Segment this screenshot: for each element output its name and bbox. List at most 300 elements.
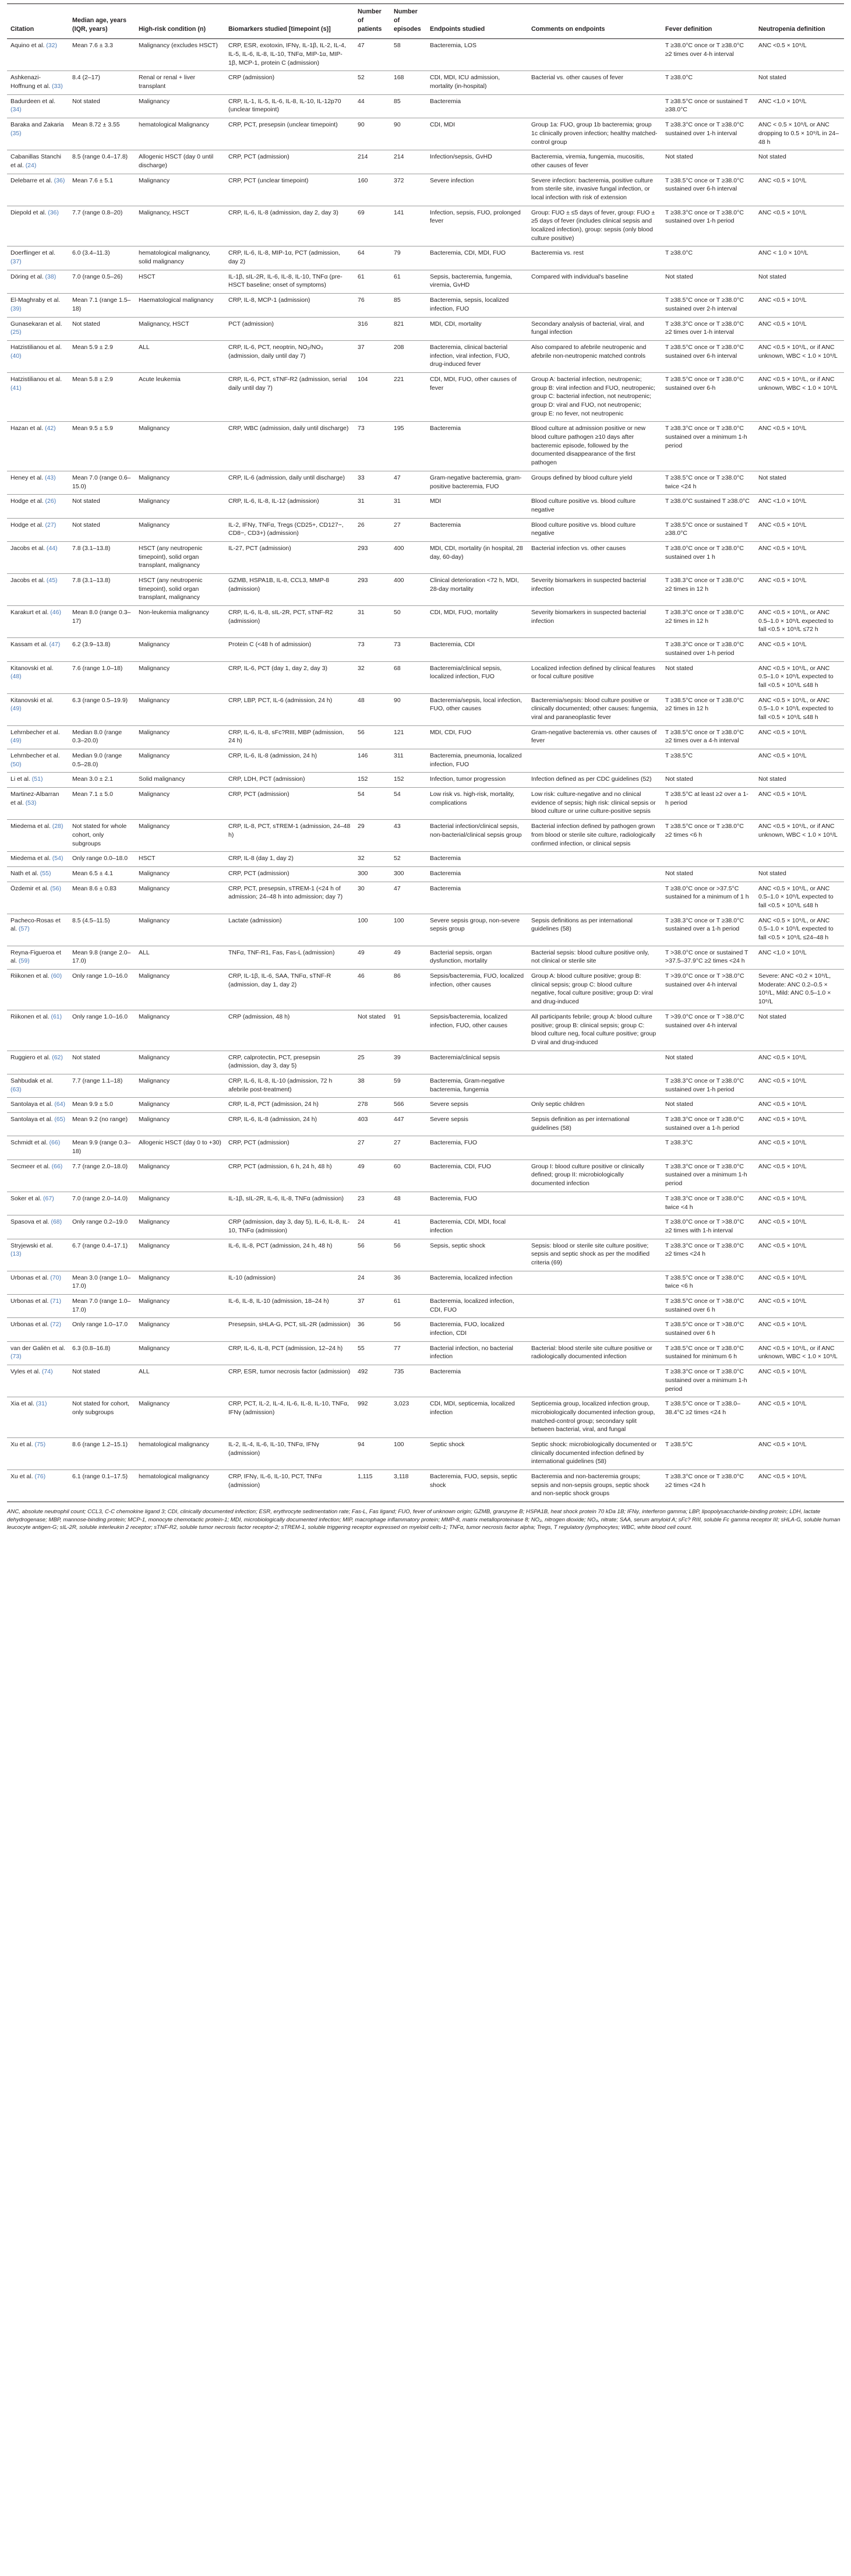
citation-cell: Kassam et al. (47): [7, 638, 69, 661]
condition-cell: Acute leukemia: [135, 372, 225, 421]
neutropenia-definition-cell: ANC <0.5 × 10⁹/L: [755, 574, 844, 606]
biomarkers-cell: IL-27, PCT (admission): [225, 541, 354, 573]
citation-cell: Diepold et al. (36): [7, 206, 69, 246]
citation-cell: Martinez-Albarran et al. (53): [7, 788, 69, 820]
citation-cell: Cabanillas Stanchi et al. (24): [7, 150, 69, 174]
episodes-cell: 400: [390, 574, 426, 606]
patients-cell: 52: [354, 71, 390, 94]
patients-cell: 47: [354, 39, 390, 71]
episodes-cell: 3,023: [390, 1397, 426, 1438]
patients-cell: 152: [354, 773, 390, 788]
citation-cell: Miedema et al. (28): [7, 820, 69, 852]
citation-reference: (24): [25, 161, 37, 169]
condition-cell: Malignancy: [135, 174, 225, 206]
comments-cell: Sepsis definition as per international guidelines (58): [528, 1113, 662, 1136]
comments-cell: Bacterial infection vs. other causes: [528, 541, 662, 573]
biomarkers-cell: CRP, IFNγ, IL-6, IL-10, PCT, TNFα (admission): [225, 1470, 354, 1502]
citation-reference: (27): [45, 521, 57, 528]
age-cell: 6.7 (range 0.4–17.1): [69, 1239, 135, 1271]
patients-cell: 37: [354, 1295, 390, 1318]
biomarkers-cell: PCT (admission): [225, 317, 354, 340]
fever-definition-cell: Not stated: [662, 150, 755, 174]
column-header: Biomarkers studied [timepoint (s)]: [225, 4, 354, 39]
neutropenia-definition-cell: ANC <0.5 × 10⁹/L, or ANC 0.5–1.0 × 10⁹/L expected to fall <0.5 × 10⁹/L ≤24–48 h: [755, 914, 844, 946]
biomarkers-cell: CRP (admission): [225, 71, 354, 94]
fever-definition-cell: T ≥38.5°C once or sustained T ≥38.0°C: [662, 518, 755, 541]
table-row: [7, 206, 844, 246]
citation-reference: (56): [50, 884, 61, 892]
table-row: [7, 372, 844, 421]
episodes-cell: 221: [390, 372, 426, 421]
endpoints-cell: Sepsis/bacteremia, FUO, localized infection, other causes: [426, 970, 528, 1010]
fever-definition-cell: T ≥38.5°C once or T ≥38.0°C sustained for minimum 6 h: [662, 1341, 755, 1365]
fever-definition-cell: Not stated: [662, 661, 755, 693]
table-row: [7, 882, 844, 914]
age-cell: Only range 0.0–18.0: [69, 852, 135, 867]
column-header: Fever definition: [662, 4, 755, 39]
citation-reference: (55): [40, 869, 51, 877]
condition-cell: hematological malignancy, solid malignancy: [135, 246, 225, 270]
biomarkers-cell: CRP, IL-8 (day 1, day 2): [225, 852, 354, 867]
citation-cell: Xia et al. (31): [7, 1397, 69, 1438]
endpoints-cell: Bacterial sepsis, organ dysfunction, mortality: [426, 946, 528, 969]
citation-reference: (75): [34, 1440, 46, 1448]
comments-cell: Septic shock: microbiologically documented or clinically documented infection defined by international guidelines (58): [528, 1437, 662, 1470]
citation-cell: Riikonen et al. (60): [7, 970, 69, 1010]
age-cell: Mean 9.9 (range 0.3–18): [69, 1136, 135, 1160]
neutropenia-definition-cell: ANC <0.5 × 10⁹/L: [755, 749, 844, 773]
condition-cell: hematological Malignancy: [135, 118, 225, 150]
endpoints-cell: Infection, sepsis, FUO, prolonged fever: [426, 206, 528, 246]
neutropenia-definition-cell: ANC <0.5 × 10⁹/L: [755, 39, 844, 71]
citation-reference: (50): [10, 760, 22, 768]
episodes-cell: 73: [390, 638, 426, 661]
patients-cell: Not stated: [354, 1010, 390, 1051]
endpoints-cell: MDI, CDI, mortality (in hospital, 28 day, 60-day): [426, 541, 528, 573]
table-row: [7, 317, 844, 340]
column-header: Number of patients: [354, 4, 390, 39]
neutropenia-definition-cell: ANC <0.5 × 10⁹/L: [755, 1051, 844, 1074]
condition-cell: Malignancy: [135, 1295, 225, 1318]
endpoints-cell: CDI, MDI, septicemia, localized infection: [426, 1397, 528, 1438]
biomarkers-cell: Presepsin, sHLA-G, PCT, sIL-2R (admission): [225, 1318, 354, 1341]
citation-reference: (34): [10, 106, 22, 114]
comments-cell: [528, 1051, 662, 1074]
neutropenia-definition-cell: ANC <0.5 × 10⁹/L: [755, 174, 844, 206]
comments-cell: Group A: bacterial infection, neutropenic; group B: viral infection and FUO, neutropenic; group C: bacterial infection, not neutropenic; group D: viral and FUO, not neutropenic; group E: no fever, not neutropenic: [528, 372, 662, 421]
biomarkers-cell: CRP, PCT, IL-2, IL-4, IL-6, IL-8, IL-10, TNFα, IFNγ (admission): [225, 1397, 354, 1438]
citation-cell: Hazan et al. (42): [7, 422, 69, 471]
citation-cell: Xu et al. (75): [7, 1437, 69, 1470]
condition-cell: ALL: [135, 1365, 225, 1397]
endpoints-cell: Bacteremia, localized infection: [426, 1271, 528, 1294]
patients-cell: 25: [354, 1051, 390, 1074]
patients-cell: 27: [354, 1136, 390, 1160]
comments-cell: [528, 749, 662, 773]
patients-cell: 23: [354, 1192, 390, 1215]
age-cell: Mean 3.0 (range 1.0–17.0): [69, 1271, 135, 1294]
endpoints-cell: Bacteremia, Gram-negative bacteremia, fungemia: [426, 1074, 528, 1097]
fever-definition-cell: T ≥38.5°C once or T ≥38.0°C ≥2 times in 12 h: [662, 693, 755, 725]
neutropenia-definition-cell: ANC <0.5 × 10⁹/L: [755, 1239, 844, 1271]
episodes-cell: 43: [390, 820, 426, 852]
endpoints-cell: Bacteremia: [426, 852, 528, 867]
fever-definition-cell: T ≥38.0°C once or T ≥38.0°C ≥2 times over 4-h interval: [662, 39, 755, 71]
condition-cell: Malignancy, HSCT: [135, 317, 225, 340]
neutropenia-definition-cell: Not stated: [755, 471, 844, 494]
condition-cell: Malignancy: [135, 422, 225, 471]
age-cell: Mean 6.5 ± 4.1: [69, 866, 135, 882]
condition-cell: Malignancy: [135, 471, 225, 494]
fever-definition-cell: T ≥38.5°C once or T ≥38.0°C twice <24 h: [662, 471, 755, 494]
condition-cell: Malignancy: [135, 1318, 225, 1341]
biomarkers-cell: CRP, IL-6 (admission, daily until discharge): [225, 471, 354, 494]
citation-cell: Heney et al. (43): [7, 471, 69, 494]
neutropenia-definition-cell: Not stated: [755, 270, 844, 293]
comments-cell: [528, 1192, 662, 1215]
comments-cell: Blood culture at admission positive or new blood culture pathogen ≥10 days after bacteremic episode, followed by the documented disappearance of the first pathogen: [528, 422, 662, 471]
endpoints-cell: Bacteremia/sepsis, local infection, FUO, other causes: [426, 693, 528, 725]
biomarkers-cell: CRP, IL-6, IL-8 (admission, day 2, day 3): [225, 206, 354, 246]
condition-cell: Malignancy: [135, 820, 225, 852]
biomarkers-cell: CRP, IL-8, PCT (admission, 24 h): [225, 1098, 354, 1113]
citation-reference: (41): [10, 384, 22, 392]
citation-cell: Doerflinger et al. (37): [7, 246, 69, 270]
neutropenia-definition-cell: ANC <1.0 × 10⁹/L: [755, 94, 844, 118]
column-header: Citation: [7, 4, 69, 39]
table-row: [7, 788, 844, 820]
endpoints-cell: Low risk vs. high-risk, mortality, complications: [426, 788, 528, 820]
episodes-cell: 56: [390, 1239, 426, 1271]
biomarkers-cell: IL-2, IL-4, IL-6, IL-10, TNFα, IFNγ (admission): [225, 1437, 354, 1470]
patients-cell: 104: [354, 372, 390, 421]
citation-cell: Kitanovski et al. (48): [7, 661, 69, 693]
table-row: [7, 1437, 844, 1470]
endpoints-cell: Bacteremia/clinical sepsis, localized infection, FUO: [426, 661, 528, 693]
citation-reference: (26): [45, 498, 57, 505]
patients-cell: 64: [354, 246, 390, 270]
neutropenia-definition-cell: ANC <0.5 × 10⁹/L: [755, 788, 844, 820]
citation-cell: Nath et al. (55): [7, 866, 69, 882]
citation-reference: (36): [48, 209, 59, 216]
age-cell: 8.5 (range 0.4–17.8): [69, 150, 135, 174]
neutropenia-definition-cell: ANC <0.5 × 10⁹/L, or ANC 0.5–1.0 × 10⁹/L expected to fall <0.5 × 10⁹/L ≤48 h: [755, 882, 844, 914]
age-cell: Mean 7.6 ± 3.3: [69, 39, 135, 71]
biomarkers-cell: CRP, PCT (admission, 6 h, 24 h, 48 h): [225, 1160, 354, 1192]
condition-cell: Malignancy: [135, 518, 225, 541]
comments-cell: Localized infection defined by clinical features or focal culture positive: [528, 661, 662, 693]
citation-reference: (49): [10, 705, 22, 713]
episodes-cell: 54: [390, 788, 426, 820]
episodes-cell: 85: [390, 294, 426, 317]
episodes-cell: 48: [390, 1192, 426, 1215]
episodes-cell: 91: [390, 1010, 426, 1051]
table-row: [7, 471, 844, 494]
endpoints-cell: MDI, CDI, mortality: [426, 317, 528, 340]
age-cell: 6.2 (3.9–13.8): [69, 638, 135, 661]
episodes-cell: 214: [390, 150, 426, 174]
patients-cell: 49: [354, 946, 390, 969]
endpoints-cell: Sepsis, bacteremia, fungemia, viremia, GvHD: [426, 270, 528, 293]
biomarkers-cell: IL-2, IFNγ, TNFα, Tregs (CD25+, CD127−, CD8−, CD3+) (admission): [225, 518, 354, 541]
endpoints-cell: Bacteremia, LOS: [426, 39, 528, 71]
endpoints-cell: MDI: [426, 495, 528, 518]
endpoints-cell: Bacteremia, CDI, FUO: [426, 1160, 528, 1192]
biomarkers-cell: CRP, IL-6, IL-8, IL-12 (admission): [225, 495, 354, 518]
neutropenia-definition-cell: ANC <0.5 × 10⁹/L: [755, 1215, 844, 1239]
age-cell: Only range 1.0–17.0: [69, 1318, 135, 1341]
table-row: [7, 246, 844, 270]
table-row: [7, 1318, 844, 1341]
comments-cell: [528, 1365, 662, 1397]
endpoints-cell: Gram-negative bacteremia, gram-positive bacteremia, FUO: [426, 471, 528, 494]
citation-cell: Miedema et al. (54): [7, 852, 69, 867]
condition-cell: Malignancy: [135, 94, 225, 118]
citation-reference: (49): [10, 737, 22, 745]
fever-definition-cell: T ≥38.5°C once or T ≥38.0°C ≥2 times <6 h: [662, 820, 755, 852]
condition-cell: HSCT: [135, 270, 225, 293]
condition-cell: Allogenic HSCT (day 0 until discharge): [135, 150, 225, 174]
age-cell: Median 9.0 (range 0.5–28.0): [69, 749, 135, 773]
condition-cell: hematological malignancy: [135, 1470, 225, 1502]
citation-cell: Urbonas et al. (72): [7, 1318, 69, 1341]
fever-definition-cell: T ≥38.5°C once or T ≥38.0°C sustained over 6-h interval: [662, 174, 755, 206]
table-row: [7, 1098, 844, 1113]
biomarkers-cell: CRP, IL-6, IL-8, IL-10 (admission, 72 h afebrile post-treatment): [225, 1074, 354, 1097]
fever-definition-cell: T ≥38.0°C sustained T ≥38.0°C: [662, 495, 755, 518]
condition-cell: Malignancy: [135, 661, 225, 693]
fever-definition-cell: T ≥38.3°C once or T ≥38.0°C sustained over a 1-h period: [662, 1113, 755, 1136]
table-row: [7, 71, 844, 94]
biomarkers-cell: CRP, PCT (unclear timepoint): [225, 174, 354, 206]
biomarkers-cell: IL-6, IL-8, IL-10 (admission, 18–24 h): [225, 1295, 354, 1318]
patients-cell: 73: [354, 638, 390, 661]
episodes-cell: 59: [390, 1074, 426, 1097]
comments-cell: Low risk: culture-negative and no clinical evidence of sepsis; high risk: clinical sepsis or blood culture or urine culture-positive sepsis: [528, 788, 662, 820]
biomarkers-cell: CRP, IL-8, MCP-1 (admission): [225, 294, 354, 317]
neutropenia-definition-cell: ANC <0.5 × 10⁹/L: [755, 1437, 844, 1470]
age-cell: Only range 1.0–16.0: [69, 1010, 135, 1051]
endpoints-cell: Bacterial infection/clinical sepsis, non-bacterial/clinical sepsis group: [426, 820, 528, 852]
biomarkers-cell: CRP, IL-6, IL-8 (admission, 24 h): [225, 749, 354, 773]
neutropenia-definition-cell: Not stated: [755, 150, 844, 174]
endpoints-cell: Bacteremia: [426, 866, 528, 882]
endpoints-cell: Bacteremia, CDI: [426, 638, 528, 661]
endpoints-cell: Bacteremia: [426, 518, 528, 541]
neutropenia-definition-cell: ANC <0.5 × 10⁹/L: [755, 541, 844, 573]
episodes-cell: 86: [390, 970, 426, 1010]
condition-cell: Malignancy: [135, 638, 225, 661]
comments-cell: [528, 1271, 662, 1294]
age-cell: Mean 8.6 ± 0.83: [69, 882, 135, 914]
biomarkers-cell: IL-10 (admission): [225, 1271, 354, 1294]
age-cell: 8.6 (range 1.2–15.1): [69, 1437, 135, 1470]
citation-cell: Jacobs et al. (45): [7, 574, 69, 606]
citation-reference: (66): [49, 1139, 61, 1147]
comments-cell: Bacteremia/sepsis: blood culture positive or clinically documented; other causes: fungemia, viral and paraneoplastic fever: [528, 693, 662, 725]
fever-definition-cell: T >38.0°C once or sustained T >37.5–37.9°C ≥2 times <24 h: [662, 946, 755, 969]
age-cell: 7.7 (range 0.8–20): [69, 206, 135, 246]
endpoints-cell: Bacteremia/clinical sepsis: [426, 1051, 528, 1074]
condition-cell: Solid malignancy: [135, 773, 225, 788]
fever-definition-cell: T ≥38.3°C once or T ≥38.0°C ≥2 times over 1-h interval: [662, 317, 755, 340]
condition-cell: Malignancy: [135, 1192, 225, 1215]
table-row: [7, 1192, 844, 1215]
biomarkers-cell: Protein C (<48 h of admission): [225, 638, 354, 661]
age-cell: Mean 3.0 ± 2.1: [69, 773, 135, 788]
endpoints-cell: Sepsis, septic shock: [426, 1239, 528, 1271]
condition-cell: Malignancy: [135, 970, 225, 1010]
episodes-cell: 85: [390, 94, 426, 118]
citation-cell: Kitanovski et al. (49): [7, 693, 69, 725]
patients-cell: 492: [354, 1365, 390, 1397]
fever-definition-cell: T ≥38.3°C once or T ≥38.0°C sustained over 1-h period: [662, 1074, 755, 1097]
citation-reference: (37): [10, 258, 22, 266]
condition-cell: Allogenic HSCT (day 0 to +30): [135, 1136, 225, 1160]
table-row: [7, 1215, 844, 1239]
comments-cell: [528, 1136, 662, 1160]
age-cell: Not stated: [69, 518, 135, 541]
condition-cell: Malignancy: [135, 882, 225, 914]
endpoints-cell: Bacteremia, FUO, localized infection, CDI: [426, 1318, 528, 1341]
biomarkers-cell: GZMB, HSPA1B, IL-8, CCL3, MMP-8 (admission): [225, 574, 354, 606]
endpoints-cell: Clinical deterioration <72 h, MDI, 28-day mortality: [426, 574, 528, 606]
citation-cell: Lehrnbecher et al. (50): [7, 749, 69, 773]
condition-cell: Malignancy: [135, 1098, 225, 1113]
citation-cell: Hatzistilianou et al. (41): [7, 372, 69, 421]
fever-definition-cell: T ≥38.3°C once or T ≥38.0°C sustained over 1-h period: [662, 206, 755, 246]
biomarkers-cell: CRP, calprotectin, PCT, presepsin (admission, day 3, day 5): [225, 1051, 354, 1074]
patients-cell: 46: [354, 970, 390, 1010]
comments-cell: Group: FUO ± ≤5 days of fever, group: FUO ± ≥5 days of fever (includes clinical sepsis and localized infection), group: sepsis (only blood culture positive): [528, 206, 662, 246]
fever-definition-cell: T ≥38.5°C once or T ≥38.0°C sustained over 6-h interval: [662, 340, 755, 372]
condition-cell: Malignancy: [135, 1397, 225, 1438]
age-cell: 7.7 (range 2.0–18.0): [69, 1160, 135, 1192]
neutropenia-definition-cell: ANC <0.5 × 10⁹/L: [755, 1192, 844, 1215]
citation-reference: (47): [49, 641, 61, 649]
biomarkers-cell: CRP, PCT (admission): [225, 150, 354, 174]
endpoints-cell: Bacteremia, clinical bacterial infection, viral infection, FUO, drug-induced fever: [426, 340, 528, 372]
episodes-cell: 77: [390, 1341, 426, 1365]
age-cell: 6.0 (3.4–11.3): [69, 246, 135, 270]
comments-cell: [528, 39, 662, 71]
citation-cell: Riikonen et al. (61): [7, 1010, 69, 1051]
citation-reference: (70): [50, 1274, 61, 1281]
age-cell: Mean 5.9 ± 2.9: [69, 340, 135, 372]
citation-cell: Xu et al. (76): [7, 1470, 69, 1502]
citation-cell: Urbonas et al. (71): [7, 1295, 69, 1318]
biomarkers-cell: CRP, PCT, presepsin (unclear timepoint): [225, 118, 354, 150]
age-cell: Mean 7.1 ± 5.0: [69, 788, 135, 820]
citation-cell: Lehrnbecher et al. (49): [7, 725, 69, 749]
condition-cell: HSCT (any neutropenic timepoint), solid organ transplant, malignancy: [135, 541, 225, 573]
patients-cell: 278: [354, 1098, 390, 1113]
comments-cell: [528, 1295, 662, 1318]
table-row: [7, 541, 844, 573]
age-cell: Mean 8.72 ± 3.55: [69, 118, 135, 150]
patients-cell: 90: [354, 118, 390, 150]
citation-reference: (76): [34, 1473, 46, 1481]
patients-cell: 73: [354, 422, 390, 471]
table-row: [7, 606, 844, 638]
endpoints-cell: Infection, tumor progression: [426, 773, 528, 788]
comments-cell: Sepsis definitions as per international guidelines (58): [528, 914, 662, 946]
endpoints-cell: Bacterial infection, no bacterial infection: [426, 1341, 528, 1365]
episodes-cell: 195: [390, 422, 426, 471]
age-cell: 7.7 (range 1.1–18): [69, 1074, 135, 1097]
citation-reference: (73): [10, 1353, 22, 1361]
patients-cell: 293: [354, 541, 390, 573]
age-cell: 7.6 (range 1.0–18): [69, 661, 135, 693]
citation-reference: (35): [10, 129, 22, 137]
citation-cell: Pacheco-Rosas et al. (57): [7, 914, 69, 946]
patients-cell: 26: [354, 518, 390, 541]
endpoints-cell: Infection/sepsis, GvHD: [426, 150, 528, 174]
fever-definition-cell: T ≥38.3°C once or T ≥38.0°C ≥2 times in 12 h: [662, 574, 755, 606]
patients-cell: 30: [354, 882, 390, 914]
table-row: [7, 638, 844, 661]
fever-definition-cell: T ≥38.5°C: [662, 1437, 755, 1470]
comments-cell: Compared with individual's baseline: [528, 270, 662, 293]
age-cell: 7.0 (range 2.0–14.0): [69, 1192, 135, 1215]
fever-definition-cell: T ≥38.0°C once or T ≥38.0°C sustained over 1 h: [662, 541, 755, 573]
table-row: [7, 574, 844, 606]
fever-definition-cell: T ≥38.3°C once or T ≥38.0°C sustained over a minimum 1-h period: [662, 1365, 755, 1397]
comments-cell: [528, 882, 662, 914]
patients-cell: 24: [354, 1215, 390, 1239]
fever-definition-cell: T ≥38.5°C once or T ≥38.0°C ≥2 times over a 4-h interval: [662, 725, 755, 749]
neutropenia-definition-cell: [755, 852, 844, 867]
patients-cell: 33: [354, 471, 390, 494]
patients-cell: 44: [354, 94, 390, 118]
endpoints-cell: Bacteremia, FUO, sepsis, septic shock: [426, 1470, 528, 1502]
fever-definition-cell: T ≥38.5°C once or sustained T ≥38.0°C: [662, 94, 755, 118]
fever-definition-cell: T ≥38.3°C once or T ≥38.0°C sustained over a 1-h period: [662, 914, 755, 946]
neutropenia-definition-cell: ANC < 0.5 × 10⁹/L or ANC dropping to 0.5 × 10⁹/L in 24–48 h: [755, 118, 844, 150]
citation-cell: Urbonas et al. (70): [7, 1271, 69, 1294]
endpoints-cell: Bacteremia: [426, 94, 528, 118]
citation-cell: Jacobs et al. (44): [7, 541, 69, 573]
comments-cell: Bacteremia and non-bacteremia groups; sepsis and non-sepsis groups, septic shock and non-septic shock groups: [528, 1470, 662, 1502]
condition-cell: Malignancy: [135, 914, 225, 946]
citation-cell: Özdemir et al. (56): [7, 882, 69, 914]
patients-cell: 69: [354, 206, 390, 246]
citation-reference: (54): [52, 855, 63, 862]
condition-cell: Malignancy: [135, 1215, 225, 1239]
episodes-cell: 36: [390, 1271, 426, 1294]
citation-cell: Stryjewski et al. (13): [7, 1239, 69, 1271]
condition-cell: hematological malignancy: [135, 1437, 225, 1470]
fever-definition-cell: T ≥38.3°C once or T ≥38.0°C ≥2 times <24 h: [662, 1470, 755, 1502]
biomarkers-cell: CRP (admission, 48 h): [225, 1010, 354, 1051]
biomarkers-cell: CRP, IL-6, IL-8, PCT (admission, 12–24 h): [225, 1341, 354, 1365]
column-header: Neutropenia definition: [755, 4, 844, 39]
table-row: [7, 820, 844, 852]
episodes-cell: 50: [390, 606, 426, 638]
episodes-cell: 372: [390, 174, 426, 206]
citation-reference: (53): [25, 799, 37, 806]
citation-cell: Secmeer et al. (66): [7, 1160, 69, 1192]
condition-cell: Malignancy: [135, 1271, 225, 1294]
endpoints-cell: Bacteremia, sepsis, localized infection, FUO: [426, 294, 528, 317]
biomarkers-cell: IL-1β, sIL-2R, IL-6, IL-8, IL-10, TNFα (pre-HSCT baseline; onset of symptoms): [225, 270, 354, 293]
episodes-cell: 61: [390, 1295, 426, 1318]
age-cell: Mean 7.6 ± 5.1: [69, 174, 135, 206]
table-row: [7, 1295, 844, 1318]
biomarkers-cell: IL-6, IL-8, PCT (admission, 24 h, 48 h): [225, 1239, 354, 1271]
condition-cell: Malignancy: [135, 1160, 225, 1192]
biomarkers-cell: CRP, IL-6, IL-8, sIL-2R, PCT, sTNF-R2 (admission): [225, 606, 354, 638]
